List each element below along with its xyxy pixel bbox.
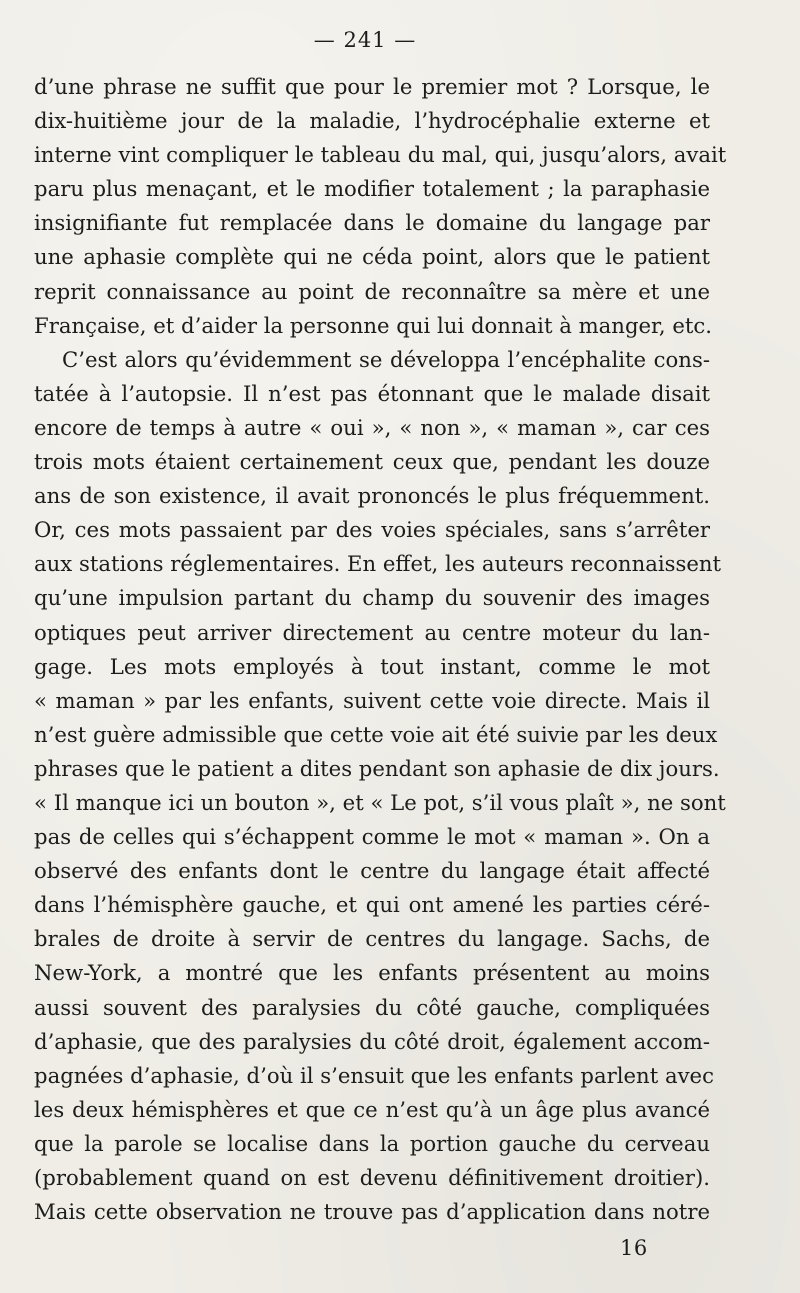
text-line: interne vint compliquer le tableau du mal, qui, jusqu’alors, avait [34,142,727,168]
text-line: n’est guère admissible que cette voie ait été suivie par les deux [34,721,718,747]
text-line: aux stations réglementaires. En effet, les auteurs reconnaissent [34,551,722,577]
text-line: d’aphasie, que des paralysies du côté droit, également accom- [34,1028,710,1054]
text-line: ans de son existence, il avait prononcés le plus fréquemment. [34,483,710,509]
text-line: optiques peut arriver directement au centre moteur du lan- [34,619,710,645]
text-line: insignifiante fut remplacée dans le domaine du langage par [34,210,710,236]
body-text [34,70,727,1229]
text-line: aussi souvent des paralysies du côté gauche, compliquées [34,994,710,1020]
text-line: que la parole se localise dans la portion gauche du cerveau [34,1130,710,1156]
text-line: tatée à l’autopsie. Il n’est pas étonnant que le malade disait [34,380,710,406]
text-line: New-York, a montré que les enfants présentent au moins [34,960,710,986]
text-line: reprit connaissance au point de reconnaître sa mère et une [34,278,710,304]
signature-mark: 16 [620,1236,648,1260]
text-line: qu’une impulsion partant du champ du souvenir des images [34,585,710,611]
text-line: observé des enfants dont le centre du langage était affecté [34,858,710,884]
text-line: les deux hémisphères et que ce n’est qu’à un âge plus avancé [34,1096,710,1122]
text-line: trois mots étaient certainement ceux que, pendant les douze [34,449,710,475]
text-line: brales de droite à servir de centres du langage. Sachs, de [34,926,710,952]
text-line: une aphasie complète qui ne céda point, alors que le patient [34,244,710,270]
text-line: C’est alors qu’évidemment se développa l’encéphalite cons- [62,346,710,372]
text-line: « Il manque ici un bouton », et « Le pot, s’il vous plaît », ne sont [34,789,726,815]
text-line: encore de temps à autre « oui », « non », « maman », car ces [34,414,710,440]
text-line: dans l’hémisphère gauche, et qui ont amené les parties céré- [34,892,710,918]
text-line: (probablement quand on est devenu définitivement droitier). [34,1165,710,1190]
text-line: Or, ces mots passaient par des voies spéciales, sans s’arrêter [34,517,710,543]
text-line: phrases que le patient a dites pendant son aphasie de dix jours. [34,755,720,781]
text-line: pas de celles qui s’échappent comme le mot « maman ». On a [34,824,710,850]
text-line: d’une phrase ne suffit que pour le premier mot ? Lorsque, le [34,74,710,99]
page-number: — 241 — [313,28,417,52]
text-line: Mais cette observation ne trouve pas d’application dans notre [34,1199,710,1225]
text-line: dix-huitième jour de la maladie, l’hydrocéphalie externe et [34,108,710,134]
text-line: pagnées d’aphasie, d’où il s’ensuit que les enfants parlent avec [34,1062,714,1088]
text-line: gage. Les mots employés à tout instant, comme le mot [34,653,710,679]
text-line: Française, et d’aider la personne qui lui donnait à manger, etc. [34,312,712,338]
text-line: « maman » par les enfants, suivent cette voie directe. Mais il [34,687,710,713]
text-line: paru plus menaçant, et le modifier totalement ; la paraphasie [34,176,710,202]
